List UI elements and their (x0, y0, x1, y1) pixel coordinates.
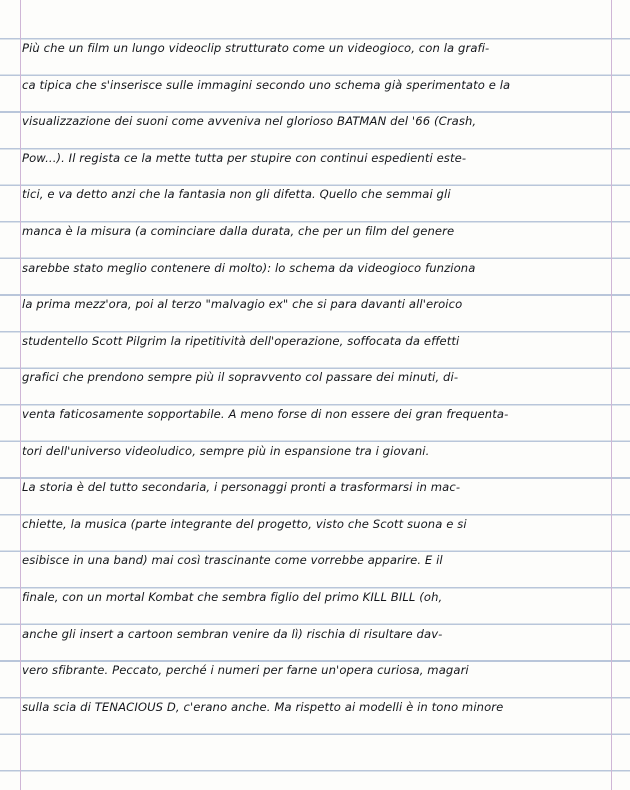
text-line-1: Più che un film un lungo videoclip strutturato come un videogioco, con la grafi- (22, 41, 490, 55)
text-line-16: finale, con un mortal Kombat che sembra figlio del primo KILL BILL (oh, (22, 589, 443, 604)
text-line-6: manca è la misura (a cominciare dalla durata, che per un film del genere (22, 223, 455, 238)
text-line-12: tori dell'universo videoludico, sempre più in espansione tra i giovani. (22, 443, 430, 458)
text-line-15: esibisce in una band) mai così trascinante come vorrebbe apparire. E il (22, 553, 443, 568)
text-line-8: la prima mezz'ora, poi al terzo "malvagio ex" che si para davanti all'eroico (22, 297, 463, 312)
text-line-19: sulla scia di TENACIOUS D, c'erano anche. Ma rispetto ai modelli è in tono minore (22, 699, 504, 714)
right-margin-line (611, 0, 612, 790)
text-line-9: studentello Scott Pilgrim la ripetitività dell'operazione, soffocata da effetti (22, 333, 460, 348)
text-line-14: chiette, la musica (parte integrante del progetto, visto che Scott suona e si (22, 516, 467, 531)
text-line-2: ca tipica che s'inserisce sulle immagini secondo uno schema già sperimentato e la (22, 77, 511, 92)
text-line-10: grafici che prendono sempre più il sopravvento col passare dei minuti, di- (22, 370, 459, 385)
text-line-3: visualizzazione dei suoni come avveniva nel glorioso BATMAN del '66 (Crash, (22, 114, 477, 129)
handwritten-text (22, 30, 610, 725)
text-line-7: sarebbe stato meglio contenere di molto): lo schema da videogioco funziona (22, 260, 476, 275)
text-line-11: venta faticosamente sopportabile. A meno forse di non essere dei gran frequenta- (22, 406, 509, 421)
text-line-17: anche gli insert a cartoon sembran venire da lì) rischia di risultare dav- (22, 626, 443, 641)
left-margin-line (20, 0, 21, 790)
text-line-4: Pow...). Il regista ce la mette tutta per stupire con continui espedienti este- (22, 150, 467, 165)
text-line-18: vero sfibrante. Peccato, perché i numeri per farne un'opera curiosa, magari (22, 663, 469, 678)
text-line-5: tici, e va detto anzi che la fantasia non gli difetta. Quello che semmai gli (22, 187, 451, 202)
text-line-13: La storia è del tutto secondaria, i personaggi pronti a trasformarsi in mac- (22, 480, 461, 495)
